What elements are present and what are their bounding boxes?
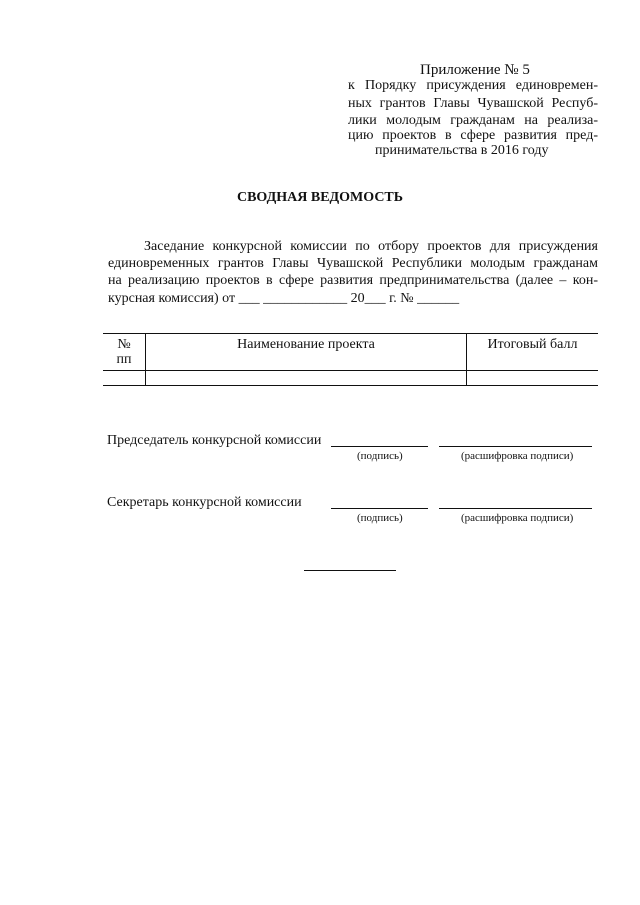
column-header-number-line2: пп [116,352,132,367]
appendix-line: ных грантов Главы Чувашской Респуб- [348,96,598,111]
table-cell[interactable] [467,371,599,386]
chairman-decode-caption: (расшифровка подписи) [461,450,574,462]
projects-table [103,333,598,386]
footer-divider [304,570,396,571]
secretary-decode-caption: (расшифровка подписи) [461,512,574,524]
table-cell[interactable] [103,371,146,386]
paragraph-line: единовременных грантов Главы Чувашской Республики молодым гражданам [108,256,598,271]
column-header-project-name: Наименование проекта [146,334,467,371]
secretary-decode-line[interactable] [439,508,592,509]
table-cell[interactable] [146,371,467,386]
appendix-line: лики молодым гражданам на реализа- [348,113,598,128]
document-title: СВОДНАЯ ВЕДОМОСТЬ [236,190,404,205]
chairman-decode-line[interactable] [439,446,592,447]
chairman-label: Председатель конкурсной комиссии [107,433,322,448]
secretary-label: Секретарь конкурсной комиссии [107,495,302,510]
secretary-signature-line[interactable] [331,508,428,509]
chairman-signature-line[interactable] [331,446,428,447]
appendix-line: к Порядку присуждения единовремен- [348,78,598,93]
appendix-line: цию проектов в сфере развития пред- [348,128,598,143]
column-header-number [103,334,146,371]
column-header-number-line1: № [117,337,131,352]
appendix-title: Приложение № 5 [420,62,530,78]
appendix-line: принимательства в 2016 году [375,143,549,158]
secretary-signature-caption: (подпись) [357,512,403,524]
chairman-signature-caption: (подпись) [357,450,403,462]
paragraph-line: курсная комиссия) от ___ ____________ 20___ г. № ______ [108,291,460,306]
table-row [103,371,598,386]
column-header-total-score: Итоговый балл [467,334,599,371]
paragraph-line: Заседание конкурсной комиссии по отбору проектов для присуждения [144,239,598,254]
paragraph-line: на реализацию проектов в сфере развития предпринимательства (далее – кон- [108,273,598,288]
